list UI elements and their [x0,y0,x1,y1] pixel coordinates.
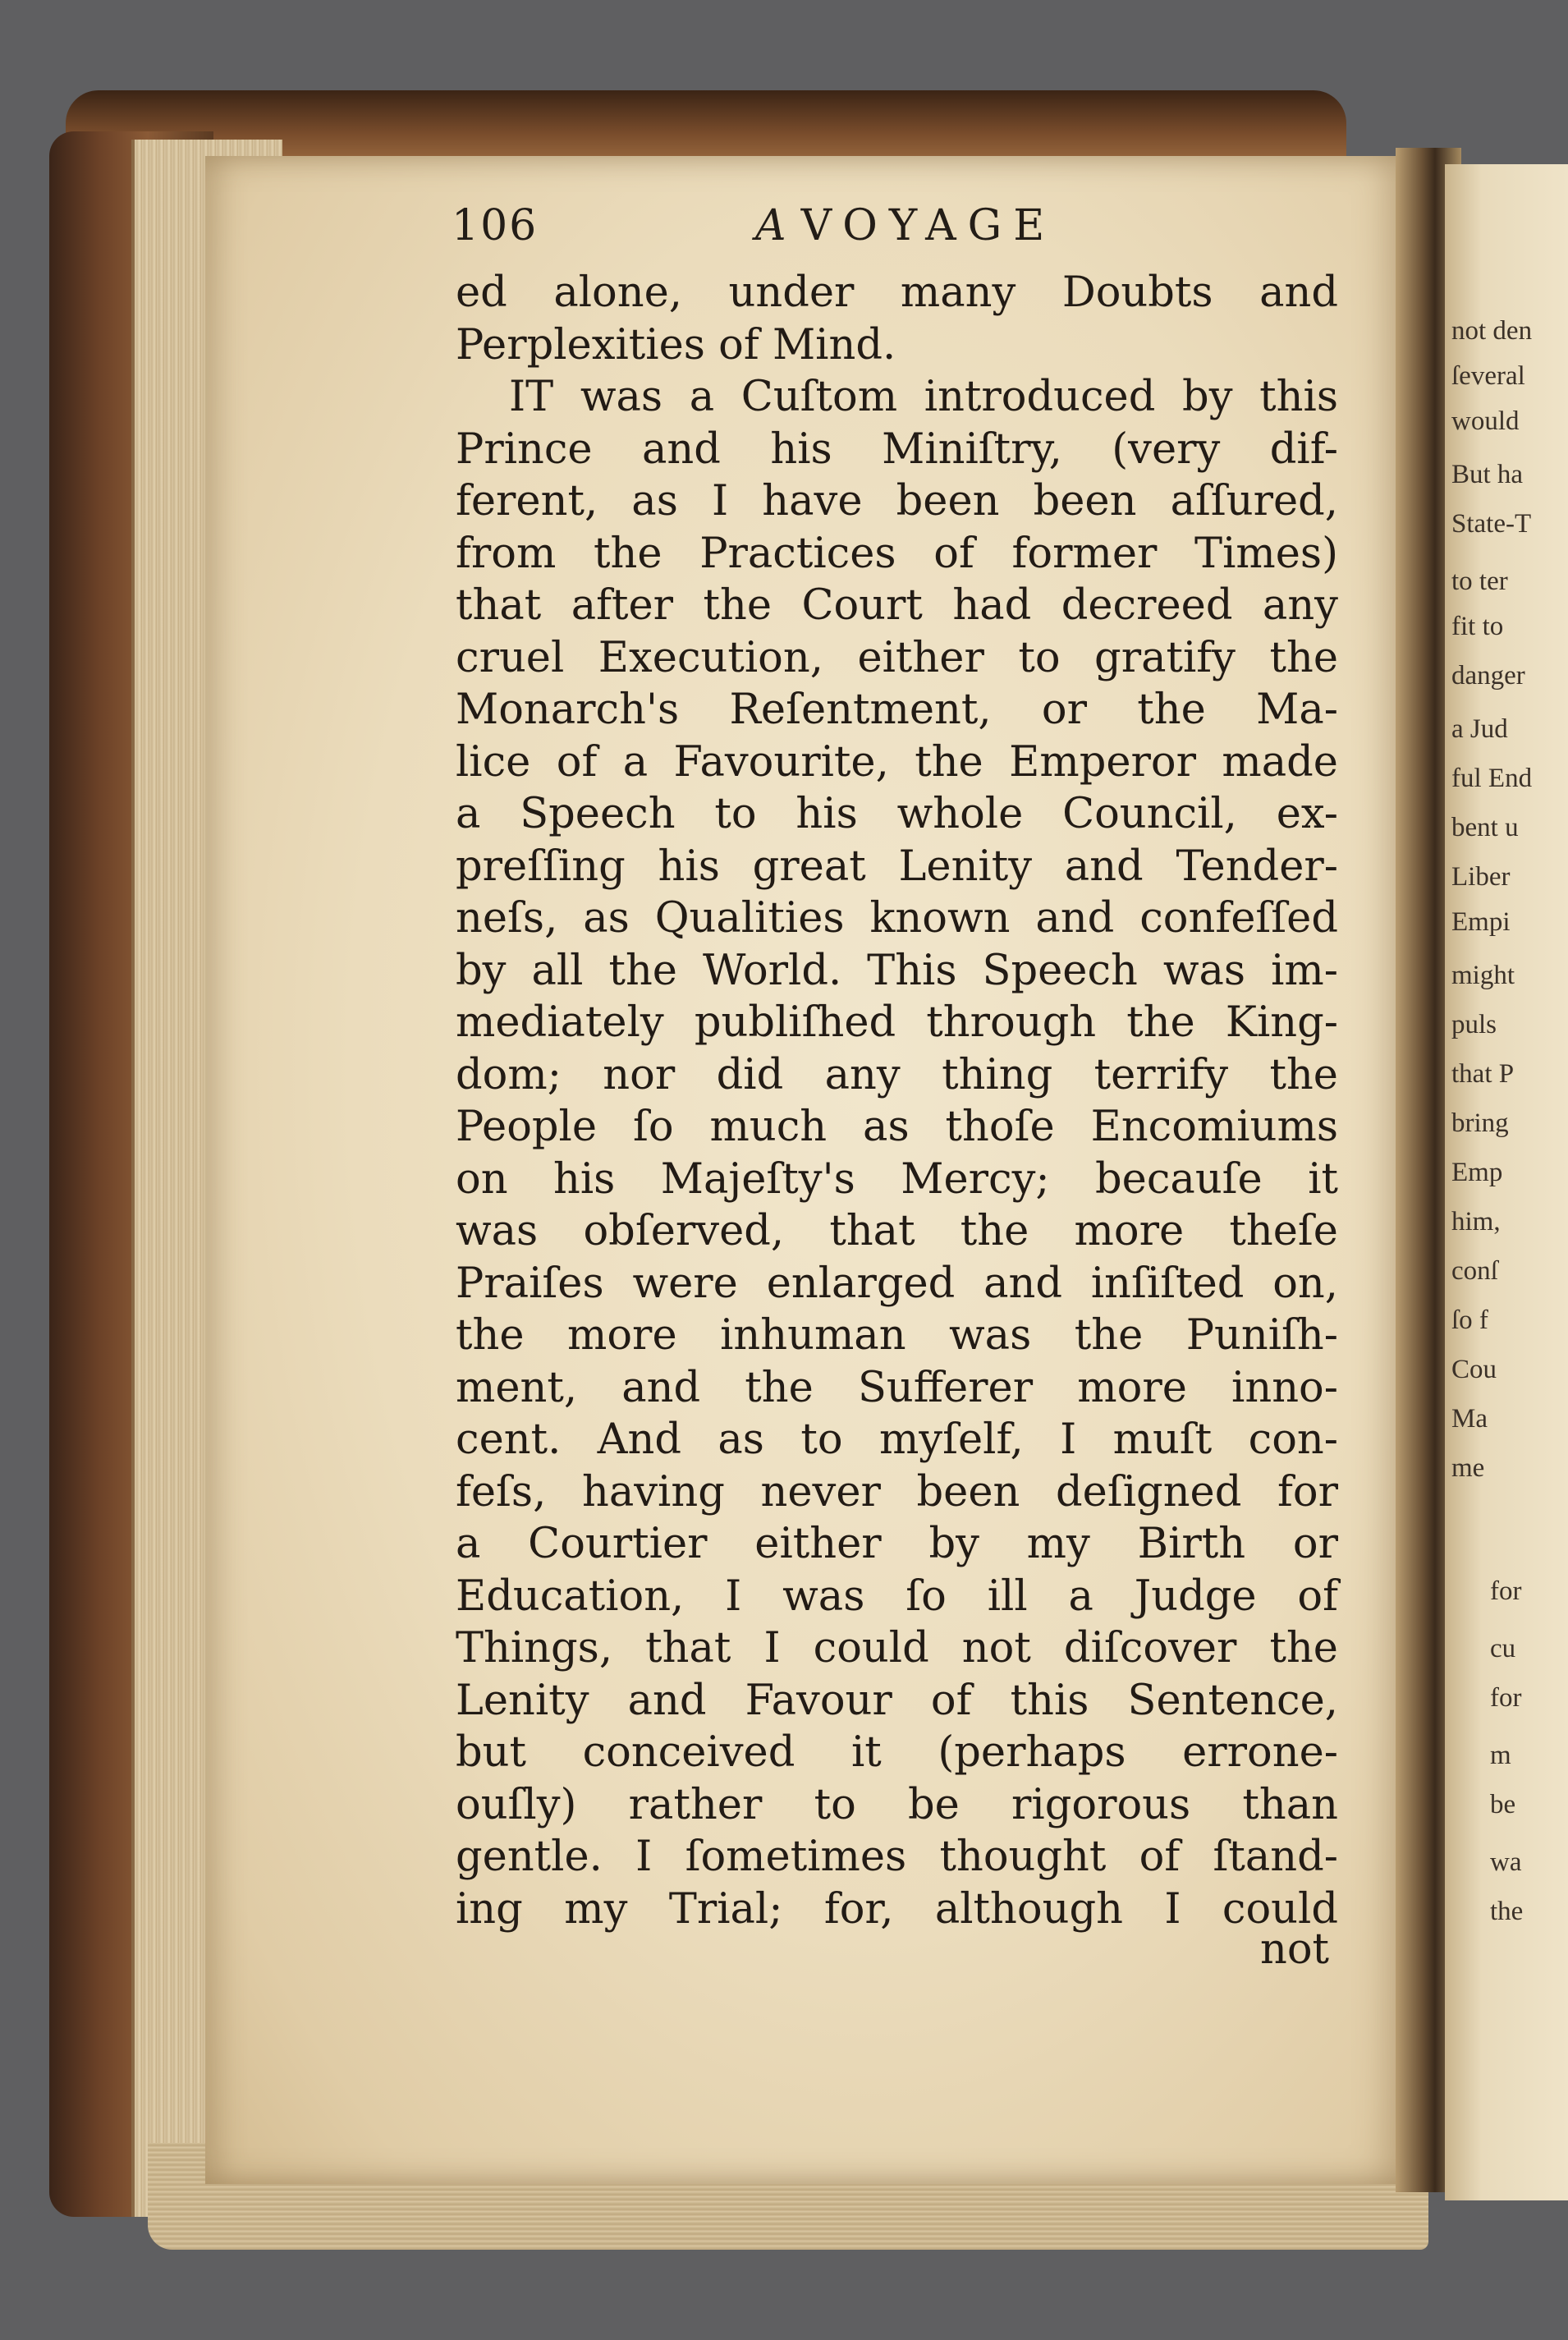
text-line: dom; nor did any thing terrify the [456,1050,1338,1099]
text-line: cent. And as to myſelf, I muſt con- [456,1415,1338,1464]
facing-page-fragment: him, [1451,1207,1501,1237]
text-line: a Courtier either by my Birth or [456,1520,1338,1568]
text-line: that after the Court had decreed any [456,581,1338,630]
facing-page-fragment: might [1451,961,1515,990]
facing-page-fragment: m [1490,1741,1511,1770]
facing-page-fragment: not den [1451,316,1533,346]
text-line: but conceived it (perhaps errone- [456,1728,1338,1777]
text-line: ferent, as I have been been aſſured, [456,477,1338,525]
text-line: Lenity and Favour of this Sentence, [456,1676,1338,1725]
text-line: Prince and his Miniſtry, (very dif- [456,424,1338,474]
facing-page-fragment: the [1490,1897,1524,1926]
text-line: cruel Execution, either to gratify the [456,633,1338,682]
facing-page-fragment: a Jud [1451,714,1508,744]
text-line: lice of a Favourite, the Emperor made [456,737,1338,787]
facing-page-fragment: would [1451,406,1520,436]
page-number: 106 [452,201,539,250]
running-title-rest: VOYAGE [800,201,1057,250]
facing-page-fragment: ful End [1451,764,1533,793]
facing-page-fragment: conſ [1451,1256,1498,1286]
text-line: feſs, having never been deſigned for [456,1467,1338,1516]
facing-page-fragment: Emp [1451,1158,1503,1187]
catchword: not [1260,1925,1330,1974]
text-line: on his Majeſty's Mercy; becauſe it [456,1154,1338,1204]
facing-page-fragment: for [1490,1576,1522,1606]
facing-page-fragment: Ma [1451,1404,1488,1434]
facing-page-fragment: ſeveral [1451,361,1525,391]
text-line: Education, I was ſo ill a Judge of [456,1571,1338,1621]
facing-page-fragment: ſo f [1451,1305,1488,1335]
text-line: gentle. I ſometimes thought of ſtand- [456,1833,1338,1881]
text-line: Perplexities of Mind. [456,320,896,369]
facing-page-fragment: bring [1451,1108,1509,1138]
facing-page-fragment: Empi [1451,907,1511,937]
text-line: ouſly) rather to be rigorous than [456,1780,1338,1829]
running-title-lead: A [755,201,786,250]
facing-page-fragment: wa [1490,1847,1522,1877]
text-line: from the Practices of former Times) [456,529,1338,578]
body-text [456,267,1338,1935]
running-title [755,201,1056,250]
text-line: IT was a Cuſtom introduced by this [509,373,1338,421]
text-line: Things, that I could not diſcover the [456,1624,1338,1672]
facing-page-fragment: me [1451,1453,1485,1483]
facing-page-fragment: for [1490,1683,1522,1713]
text-line: was obſerved, that the more theſe [456,1207,1338,1255]
facing-page-fragment: Cou [1451,1355,1497,1384]
text-line: Monarch's Reſentment, or the Ma- [456,686,1338,734]
text-line: Praiſes were enlarged and inſiſted on, [456,1259,1338,1308]
text-line: ed alone, under many Doubts and [456,268,1338,317]
facing-page-fragment: But ha [1451,460,1524,489]
text-line: ing my Trial; for, although I could [456,1884,1338,1934]
text-line: the more inhuman was the Puniſh- [456,1311,1338,1360]
facing-page-fragment: be [1490,1790,1516,1819]
facing-page-fragment: fit to [1451,612,1504,641]
facing-page-fragment: bent u [1451,813,1519,842]
text-line: by all the World. This Speech was im- [456,946,1338,995]
facing-page-fragment: danger [1451,661,1525,691]
facing-page-fragment: puls [1451,1010,1497,1039]
text-line: a Speech to his whole Council, ex- [456,790,1338,838]
running-head [452,201,1190,259]
text-line: mediately publiſhed through the King- [456,998,1338,1047]
facing-page-fragment: cu [1490,1634,1516,1663]
text-line: ment, and the Sufferer more inno- [456,1363,1338,1412]
facing-page-fragment: Liber [1451,862,1511,892]
facing-page-fragment: that P [1451,1059,1515,1089]
text-line: preſſing his great Lenity and Tender- [456,842,1338,891]
text-line: neſs, as Qualities known and confeſſed [456,894,1338,943]
text-line: People ſo much as thoſe Encomiums [456,1103,1338,1151]
facing-page-fragment: to ter [1451,567,1508,596]
facing-page-fragment: State-T [1451,509,1532,539]
